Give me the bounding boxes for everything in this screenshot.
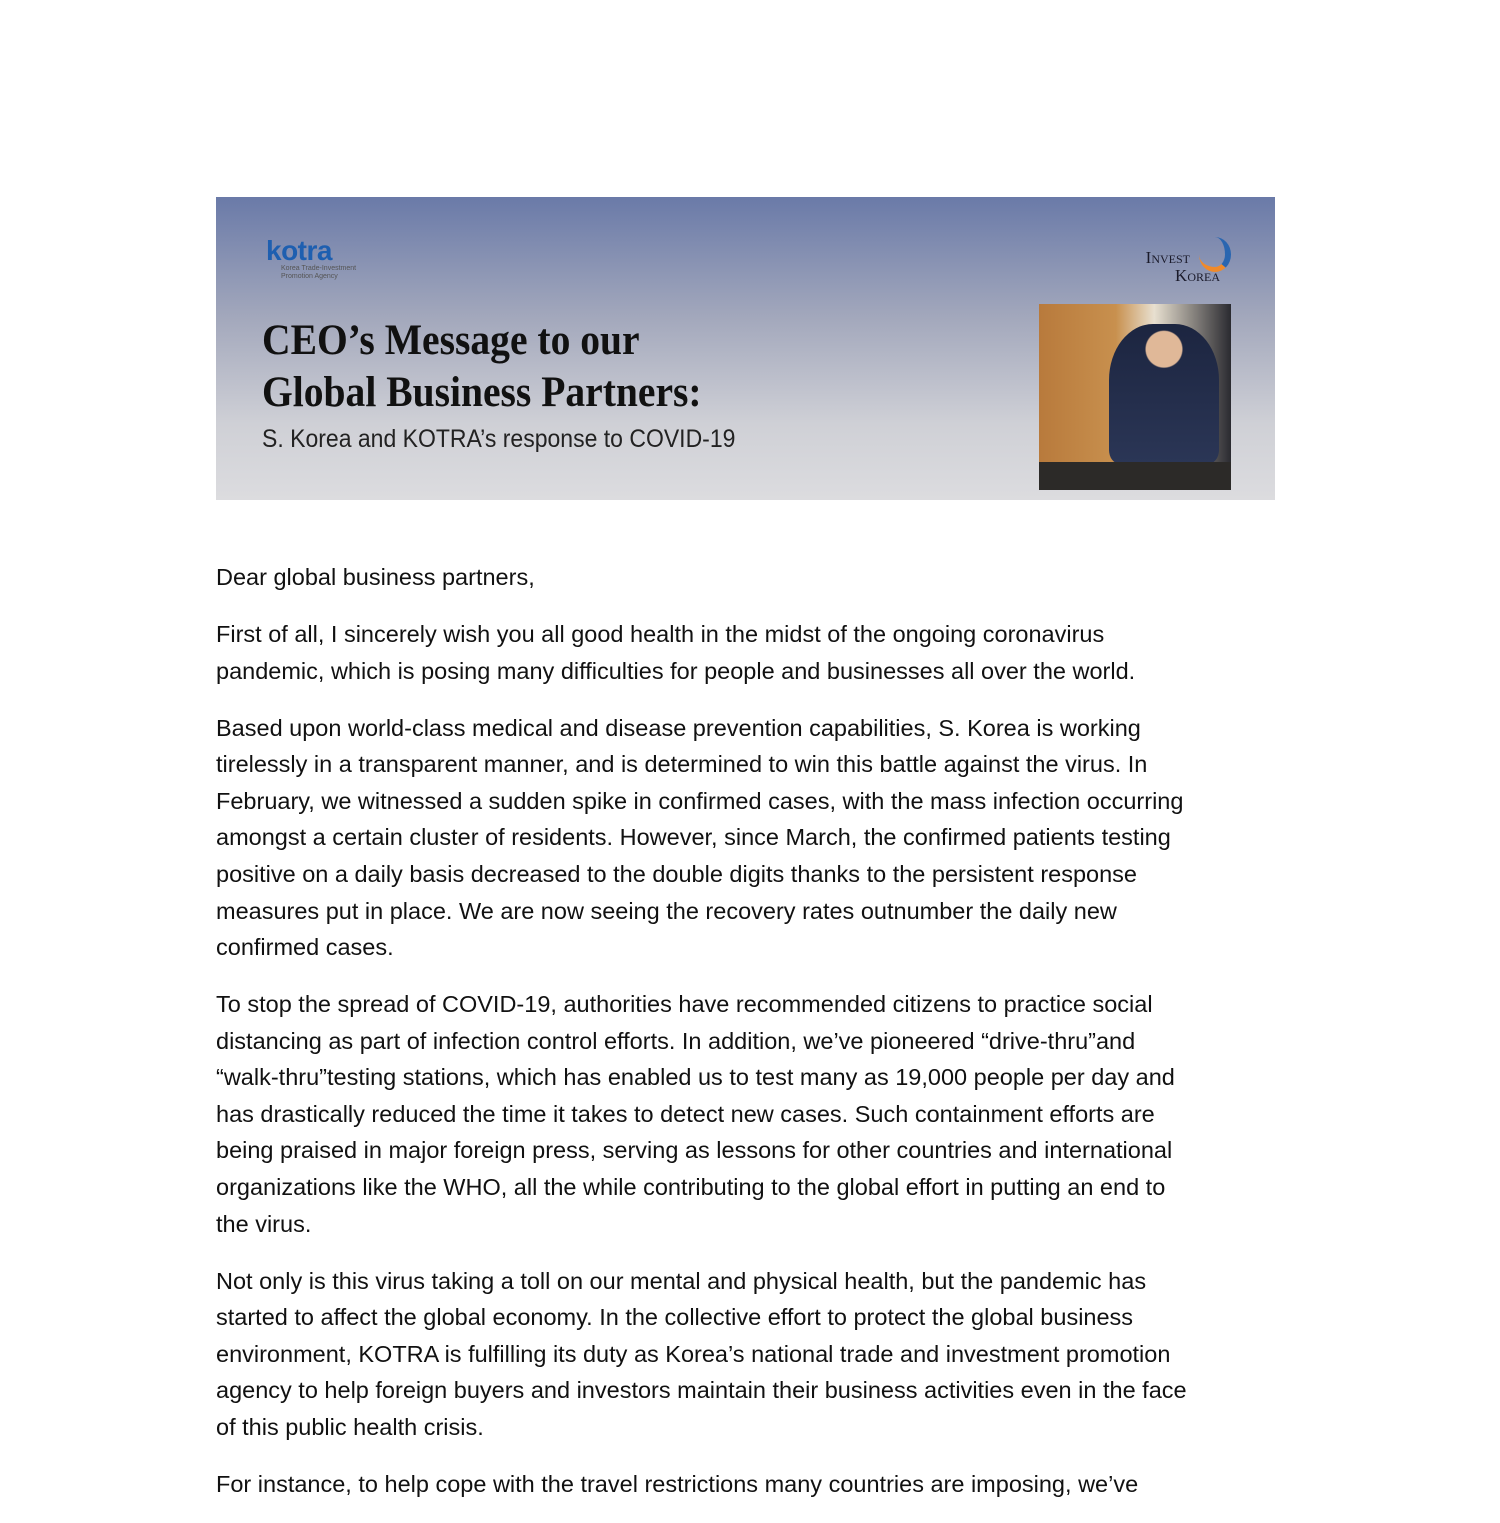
text-line: Based upon world-class medical and disease prevention capabilities, S. Korea is working <box>216 714 1141 741</box>
banner-subtitle: S. Korea and KOTRA’s response to COVID-19 <box>262 425 736 453</box>
text-line: has drastically reduced the time it takes to detect new cases. Such containment efforts are <box>216 1100 1155 1127</box>
text-line: of this public health crisis. <box>216 1414 484 1441</box>
invest-logo-line: Invest <box>1145 248 1190 267</box>
ceo-figure <box>1109 324 1219 464</box>
paragraph <box>216 1466 1296 1503</box>
paragraph <box>216 1263 1296 1446</box>
header-banner <box>216 197 1275 500</box>
title-line: Global Business Partners: <box>262 369 702 416</box>
kotra-logo-subtitle <box>281 265 356 281</box>
banner-title <box>262 315 702 419</box>
kotra-sub-line: Korea Trade-Investment <box>281 265 357 272</box>
letter-body <box>216 559 1296 1523</box>
invest-korea-logo <box>1146 249 1220 285</box>
text-line: tirelessly in a transparent manner, and is determined to win this battle against the virus. In <box>216 751 1148 778</box>
text-line: To stop the spread of COVID-19, authorities have recommended citizens to practice social <box>216 991 1153 1018</box>
paragraph <box>216 616 1296 689</box>
text-line: organizations like the WHO, all the while contributing to the global effort in putting an end to <box>216 1174 1166 1201</box>
text-line: measures put in place. We are now seeing the recovery rates outnumber the daily new <box>216 897 1117 924</box>
kotra-logo: kotra <box>266 235 332 266</box>
text-line: started to affect the global economy. In the collective effort to protect the global business <box>216 1304 1134 1331</box>
paragraph <box>216 710 1296 966</box>
text-line: environment, KOTRA is fulfilling its duty as Korea’s national trade and investment promotion <box>216 1340 1171 1367</box>
text-line: “walk-thru”testing stations, which has enabled us to test many as 19,000 people per day and <box>216 1064 1175 1091</box>
text-line: agency to help foreign buyers and investors maintain their business activities even in the face <box>216 1377 1187 1404</box>
salutation <box>216 559 1296 596</box>
kotra-sub-line: Promotion Agency <box>281 273 338 280</box>
text-line: being praised in major foreign press, serving as lessons for other countries and international <box>216 1137 1173 1164</box>
paragraph <box>216 986 1296 1242</box>
text-line: February, we witnessed a sudden spike in confirmed cases, with the mass infection occurring <box>216 787 1184 814</box>
title-line: CEO’s Message to our <box>262 317 640 364</box>
name-plate <box>1039 462 1231 490</box>
text-line: amongst a certain cluster of residents. However, since March, the confirmed patients testing <box>216 824 1171 851</box>
text-line: pandemic, which is posing many difficulties for people and businesses all over the world. <box>216 657 1136 684</box>
text-line: For instance, to help cope with the travel restrictions many countries are imposing, we’ve <box>216 1471 1139 1498</box>
ceo-photo <box>1039 304 1231 490</box>
text-line: Not only is this virus taking a toll on our mental and physical health, but the pandemic has <box>216 1267 1147 1294</box>
text-line: the virus. <box>216 1210 312 1237</box>
invest-logo-line: Korea <box>1175 266 1220 285</box>
text-line: distancing as part of infection control efforts. In addition, we’ve pioneered “drive-thru”and <box>216 1027 1136 1054</box>
text-line: positive on a daily basis decreased to the double digits thanks to the persistent response <box>216 860 1137 887</box>
text-line: Dear global business partners, <box>216 564 535 590</box>
text-line: First of all, I sincerely wish you all good health in the midst of the ongoing coronavirus <box>216 620 1105 647</box>
text-line: confirmed cases. <box>216 934 394 961</box>
